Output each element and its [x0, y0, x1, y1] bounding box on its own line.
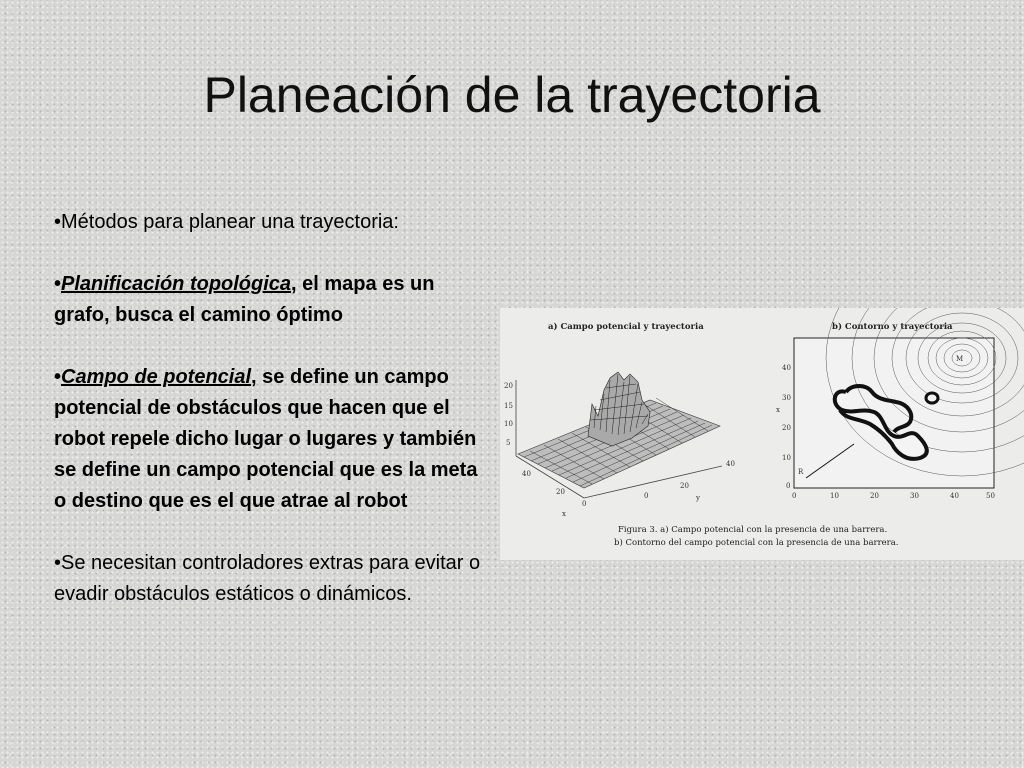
- bullet-controllers: •Se necesitan controladores extras para evitar o evadir obstáculos estáticos o dinámicos.: [54, 552, 481, 605]
- panel-a-x-tick: 40: [522, 470, 531, 478]
- panel-b-x-tick: 0: [792, 492, 797, 500]
- panel-b-x-tick: 20: [870, 492, 879, 500]
- panel-a-x-tick: 20: [556, 488, 565, 496]
- bullet-marker: •: [54, 366, 62, 388]
- panel-b-x-tick: 10: [830, 492, 839, 500]
- topological-planning-term: Planificación topológica: [61, 273, 292, 295]
- panel-b-x-tick: 40: [950, 492, 959, 500]
- panel-a-surface-plot: [504, 372, 735, 518]
- panel-b-y-tick: 30: [782, 394, 791, 402]
- panel-a-y-tick: 40: [726, 460, 735, 468]
- panel-b-x-tick: 50: [986, 492, 995, 500]
- panel-a-x-tick: 0: [582, 500, 587, 508]
- panel-b-y-tick: 10: [782, 454, 791, 462]
- panel-b-y-label: x: [776, 406, 780, 414]
- bullet-marker: •: [54, 273, 62, 295]
- potential-field-description: , se define un campo potencial de obstáculos que hacen que el robot repele dicho lugar o lugares y también se define un campo potencial que es la meta o destino que es el que atrae al robot: [54, 366, 478, 512]
- panel-b-title: b) Contorno y trayectoria: [832, 322, 953, 332]
- panel-a-y-label: y: [696, 494, 700, 502]
- panel-a-z-tick: 10: [504, 420, 513, 428]
- panel-b-start-label: R: [798, 468, 804, 476]
- bullet-methods: •Métodos para planear una trayectoria:: [54, 211, 399, 233]
- bullet-topological-planning: [54, 269, 484, 331]
- panel-a-y-tick: 0: [644, 492, 649, 500]
- panel-b-contour-plot: [776, 308, 1024, 500]
- panel-a-z-tick: 15: [504, 402, 513, 410]
- bullet-potential-field: [54, 362, 484, 517]
- potential-field-term: Campo de potencial: [61, 366, 252, 388]
- panel-a-title: a) Campo potencial y trayectoria: [548, 322, 704, 332]
- slide-title: Planeación de la trayectoria: [203, 67, 821, 123]
- figure-caption-line-1: Figura 3. a) Campo potencial con la presencia de una barrera.: [618, 525, 888, 535]
- panel-a-x-label: x: [562, 510, 566, 518]
- panel-a-y-tick: 20: [680, 482, 689, 490]
- panel-a-z-tick: 20: [504, 382, 513, 390]
- panel-b-y-tick: 40: [782, 364, 791, 372]
- bullet-list: [54, 207, 484, 641]
- panel-b-x-tick: 30: [910, 492, 919, 500]
- potential-field-figure: [500, 308, 1024, 560]
- panel-b-y-tick: 0: [786, 482, 791, 490]
- panel-a-z-tick: 5: [506, 439, 511, 447]
- topological-planning-description: , el mapa es un grafo, busca el camino óptimo: [54, 273, 435, 326]
- figure-svg: [500, 308, 1024, 560]
- figure-caption-line-2: b) Contorno del campo potencial con la presencia de una barrera.: [614, 538, 899, 548]
- panel-b-y-tick: 20: [782, 424, 791, 432]
- panel-b-goal-label: M: [956, 355, 964, 363]
